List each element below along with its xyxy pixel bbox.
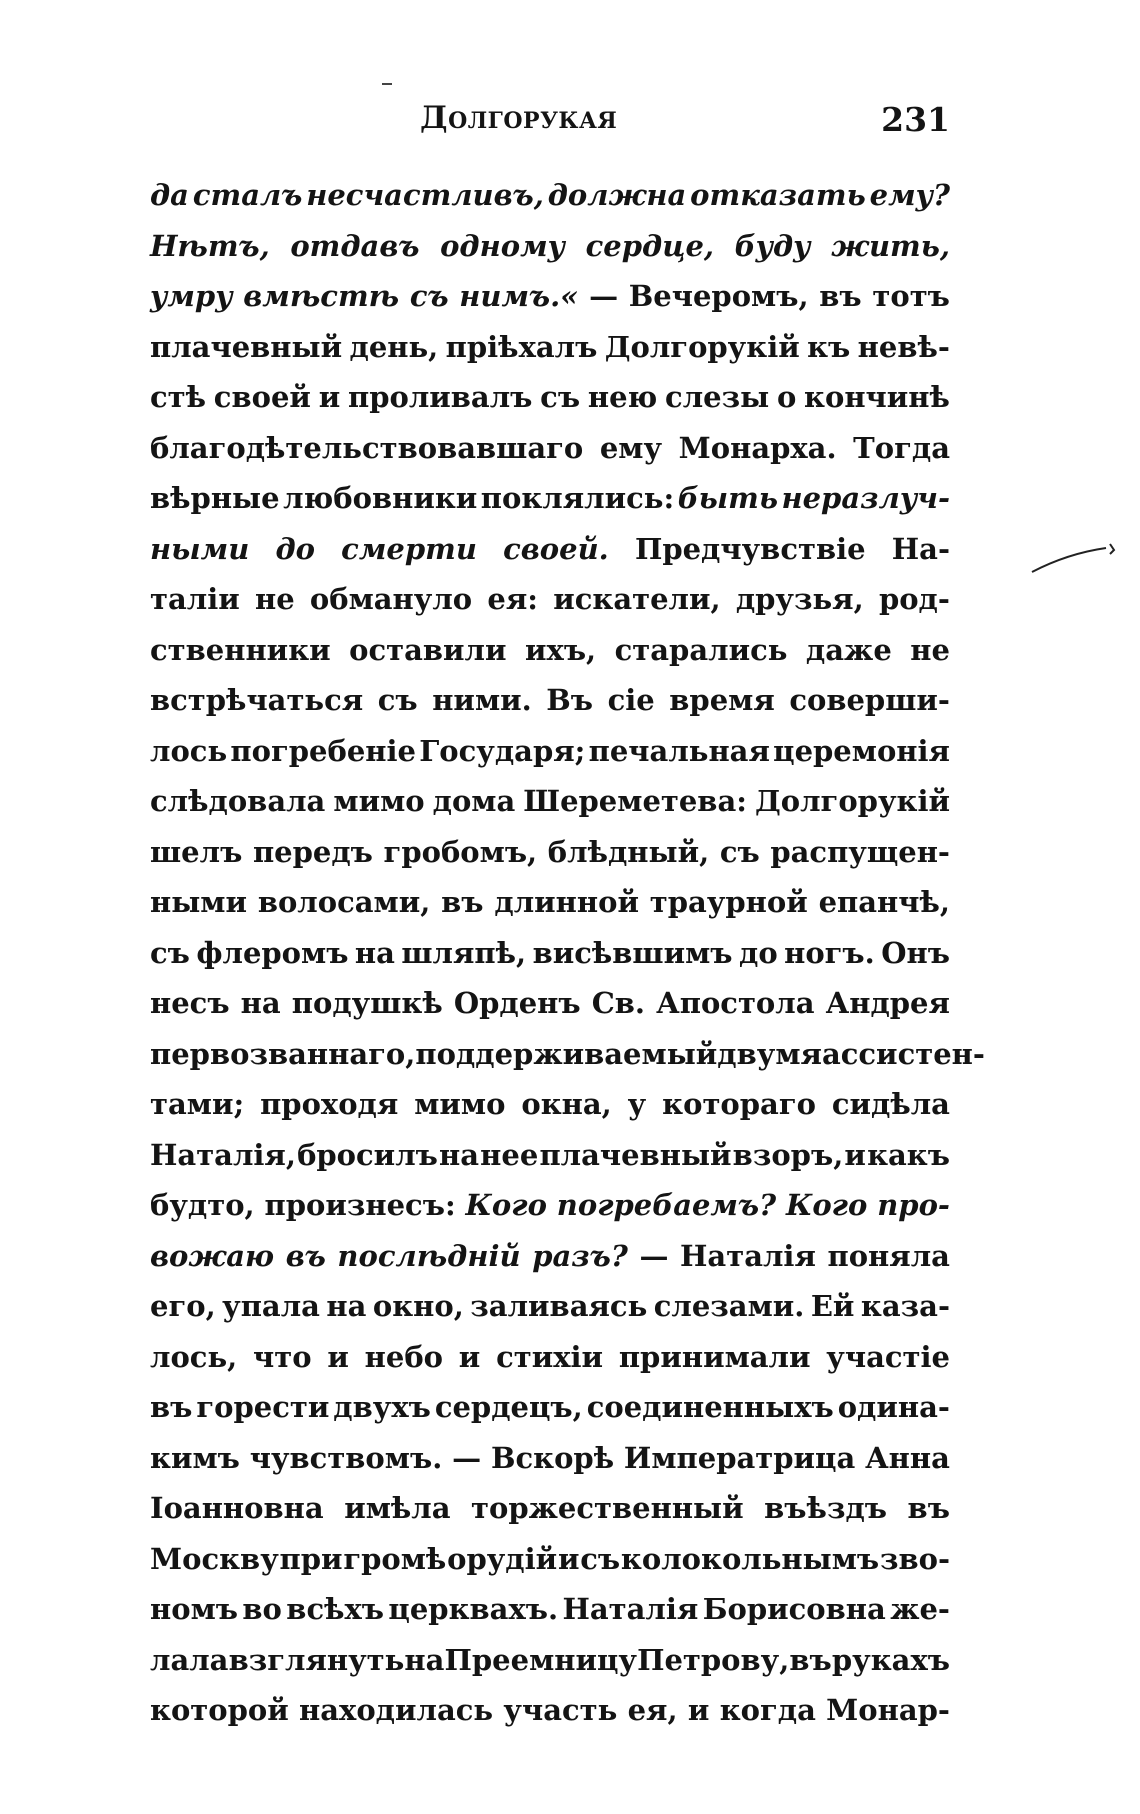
word: лось, bbox=[150, 1339, 238, 1374]
word: сердце, bbox=[585, 228, 715, 263]
word: на bbox=[404, 1642, 445, 1677]
word: о bbox=[776, 380, 797, 414]
word: отказать bbox=[690, 178, 866, 212]
text-line bbox=[150, 978, 950, 1029]
ink-speck bbox=[382, 72, 396, 76]
word: Монарха. bbox=[678, 430, 837, 465]
word: поняла bbox=[827, 1238, 950, 1273]
word: Москву bbox=[150, 1541, 279, 1576]
word: мимо bbox=[333, 784, 425, 818]
word: громѣ bbox=[343, 1541, 447, 1576]
text-line bbox=[150, 1029, 985, 1080]
word: кончинѣ bbox=[804, 380, 950, 414]
word: къ bbox=[807, 329, 851, 364]
word: флеромъ bbox=[196, 935, 349, 970]
word: своей. bbox=[503, 531, 609, 566]
word: Анна bbox=[865, 1440, 950, 1475]
word: на bbox=[439, 1137, 480, 1172]
running-head: Долгорукая bbox=[420, 100, 618, 136]
word: траурной bbox=[649, 885, 808, 919]
word: епанчѣ, bbox=[818, 885, 950, 919]
word: подушкѣ bbox=[291, 986, 443, 1020]
word: въ bbox=[789, 1642, 832, 1677]
word: нимъ.« bbox=[459, 279, 579, 313]
word: Предчувствіе bbox=[634, 531, 866, 566]
page-header bbox=[150, 100, 950, 150]
word: ными bbox=[150, 885, 247, 919]
word: проливалъ bbox=[347, 380, 533, 414]
text-line bbox=[150, 473, 950, 524]
word: ея: bbox=[487, 582, 538, 616]
text-line bbox=[150, 372, 950, 423]
word: ными bbox=[150, 531, 250, 566]
word: и bbox=[318, 380, 341, 414]
word: орудій bbox=[447, 1541, 558, 1576]
word: и bbox=[844, 1137, 866, 1172]
text-line bbox=[150, 1635, 950, 1686]
text-line bbox=[150, 1584, 950, 1635]
word: находилась bbox=[299, 1693, 494, 1727]
text-line bbox=[150, 675, 950, 726]
text-line bbox=[150, 726, 950, 777]
word: про- bbox=[877, 1188, 950, 1222]
word: до bbox=[275, 531, 315, 566]
word: торжественный bbox=[471, 1491, 744, 1525]
word: рукахъ bbox=[831, 1642, 950, 1677]
word: Долгорукій bbox=[754, 784, 950, 818]
word: при bbox=[279, 1541, 343, 1576]
word: соверши- bbox=[789, 683, 950, 717]
word: длинной bbox=[494, 885, 639, 919]
word: проходя bbox=[260, 1087, 399, 1121]
word: ними. bbox=[432, 683, 532, 717]
word: Наталія bbox=[562, 1592, 699, 1626]
word: На- bbox=[891, 531, 950, 566]
word: двумя bbox=[717, 1036, 822, 1071]
word: ихъ, bbox=[525, 632, 597, 667]
word: блѣдный, bbox=[547, 834, 710, 869]
word: умру bbox=[150, 279, 233, 313]
text-line bbox=[150, 877, 950, 928]
word: поклялись: bbox=[480, 481, 675, 515]
word: бросилъ bbox=[297, 1137, 438, 1172]
word: невѣ- bbox=[857, 329, 950, 364]
word: распущен- bbox=[770, 834, 950, 869]
word: плачевный bbox=[539, 1137, 732, 1172]
word: Кого bbox=[785, 1188, 868, 1222]
word: во bbox=[242, 1592, 282, 1626]
word: съ bbox=[540, 380, 581, 414]
word: даже bbox=[805, 632, 892, 667]
word: вѣрные bbox=[150, 481, 280, 515]
word: небо bbox=[364, 1339, 444, 1374]
word: вмѣстѣ bbox=[243, 279, 400, 313]
text-line bbox=[150, 1231, 950, 1282]
body-text bbox=[150, 170, 985, 1736]
word: всѣхъ bbox=[286, 1592, 385, 1626]
pencil-mark-icon bbox=[1030, 538, 1120, 578]
word: одина- bbox=[837, 1390, 950, 1424]
text-line bbox=[150, 574, 950, 625]
word: Апостола bbox=[656, 986, 815, 1020]
word: шелъ bbox=[150, 834, 243, 869]
word: Преемницу bbox=[444, 1642, 637, 1677]
word: Кого bbox=[465, 1188, 547, 1222]
word: — bbox=[452, 1440, 482, 1475]
word: церемонія bbox=[773, 733, 950, 768]
word: искатели, bbox=[553, 582, 721, 616]
word: погребаемъ? bbox=[556, 1188, 777, 1222]
word: не bbox=[254, 582, 295, 616]
word: буду bbox=[734, 228, 811, 263]
word: да bbox=[150, 178, 189, 212]
word: тотъ bbox=[872, 279, 950, 313]
text-line bbox=[150, 1382, 950, 1433]
text-line bbox=[150, 322, 950, 373]
word: благодѣтельствовавшаго bbox=[150, 430, 584, 465]
word: Іоанновна bbox=[150, 1491, 324, 1525]
word: волосами, bbox=[257, 885, 431, 919]
word: слезы bbox=[665, 380, 770, 414]
word: поддерживаемый bbox=[415, 1036, 718, 1071]
word: время bbox=[669, 683, 775, 717]
word: въ bbox=[150, 1390, 193, 1424]
word: на bbox=[354, 935, 395, 970]
word: Андрея bbox=[825, 986, 950, 1020]
word: каза- bbox=[860, 1289, 950, 1323]
word: не bbox=[910, 632, 950, 667]
word: ему bbox=[599, 430, 663, 465]
word: несъ bbox=[150, 986, 230, 1020]
word: Ей bbox=[810, 1289, 855, 1323]
word: упала bbox=[222, 1289, 320, 1323]
word: въѣздъ bbox=[764, 1491, 888, 1525]
word: принимали bbox=[618, 1339, 811, 1374]
word: — bbox=[589, 279, 619, 313]
word: друзья, bbox=[735, 582, 864, 616]
word: съ bbox=[409, 279, 449, 313]
word: Въ bbox=[546, 683, 594, 717]
word: когда bbox=[719, 1693, 816, 1727]
word: Монар- bbox=[826, 1693, 950, 1727]
word: слѣдовала bbox=[150, 784, 326, 818]
word: пріѣхалъ bbox=[445, 329, 598, 364]
word: въ bbox=[285, 1238, 326, 1273]
word: сталъ bbox=[192, 178, 303, 212]
word: окна, bbox=[521, 1087, 612, 1121]
word: до bbox=[738, 935, 778, 970]
word: чувствомъ. bbox=[249, 1440, 443, 1475]
word: ственники bbox=[150, 632, 331, 667]
text-line bbox=[150, 776, 950, 827]
word: Петрову, bbox=[637, 1642, 790, 1677]
word: тами; bbox=[150, 1087, 245, 1121]
word: съ bbox=[150, 935, 190, 970]
word: неразлуч- bbox=[781, 481, 950, 515]
word: участь bbox=[503, 1693, 618, 1727]
word: съ bbox=[719, 834, 760, 869]
word: кимъ bbox=[150, 1440, 240, 1475]
text-line bbox=[150, 221, 950, 272]
text-line bbox=[150, 423, 950, 474]
word: Орденъ bbox=[453, 986, 581, 1020]
word: смерти bbox=[341, 531, 477, 566]
text-line bbox=[150, 524, 950, 575]
word: двухъ bbox=[333, 1390, 431, 1424]
word: котораго bbox=[662, 1087, 816, 1121]
word: въ bbox=[907, 1491, 950, 1525]
word: Императрица bbox=[623, 1440, 856, 1475]
word: лала bbox=[150, 1642, 229, 1677]
word: окно, bbox=[372, 1289, 464, 1323]
word: стѣ bbox=[150, 380, 207, 414]
text-line bbox=[150, 1180, 950, 1231]
word: вожаю bbox=[150, 1238, 275, 1273]
word: сидѣла bbox=[831, 1087, 950, 1121]
word: ассистен- bbox=[821, 1036, 985, 1071]
word: Государя; bbox=[419, 733, 586, 768]
word: сіе bbox=[607, 683, 655, 717]
word: лось bbox=[150, 733, 228, 768]
word: печальная bbox=[588, 733, 770, 768]
word: старались bbox=[614, 632, 788, 667]
word: у bbox=[627, 1087, 647, 1121]
word: зво- bbox=[879, 1541, 950, 1576]
text-line bbox=[150, 1685, 950, 1736]
text-line bbox=[150, 1079, 950, 1130]
word: оставили bbox=[349, 632, 507, 667]
text-line bbox=[150, 928, 950, 979]
word: своей bbox=[213, 380, 311, 414]
word: ея, bbox=[627, 1693, 678, 1727]
word: съ bbox=[377, 683, 418, 717]
word: соединенныхъ bbox=[586, 1390, 834, 1424]
word: участіе bbox=[826, 1339, 950, 1374]
word: послѣдній bbox=[337, 1238, 521, 1273]
word: род- bbox=[878, 582, 950, 616]
word: день, bbox=[349, 329, 439, 364]
text-line bbox=[150, 170, 950, 221]
word: взглянуть bbox=[228, 1642, 405, 1677]
word: должна bbox=[547, 178, 687, 212]
word: будто, bbox=[150, 1188, 255, 1222]
word: ему? bbox=[869, 178, 950, 212]
text-line bbox=[150, 1130, 950, 1181]
word: — bbox=[639, 1238, 669, 1273]
word: Вечеромъ, bbox=[628, 279, 809, 313]
word: и bbox=[327, 1339, 349, 1374]
text-line bbox=[150, 1433, 950, 1484]
word: Нѣтъ, bbox=[150, 228, 270, 263]
text-line bbox=[150, 1534, 950, 1585]
word: одному bbox=[440, 228, 566, 263]
word: и bbox=[557, 1541, 580, 1576]
word: Борисовна bbox=[702, 1592, 886, 1626]
word: передъ bbox=[252, 834, 373, 869]
word: Тогда bbox=[853, 430, 950, 465]
word: стихіи bbox=[496, 1339, 604, 1374]
word: нею bbox=[587, 380, 658, 414]
word: Вскорѣ bbox=[490, 1440, 615, 1475]
text-line bbox=[150, 827, 950, 878]
word: жить, bbox=[831, 228, 950, 263]
word: колокольнымъ bbox=[620, 1541, 880, 1576]
word: ногъ. bbox=[784, 935, 875, 970]
word: съ bbox=[580, 1541, 621, 1576]
text-line bbox=[150, 1483, 950, 1534]
word: висѣвшимъ bbox=[532, 935, 733, 970]
word: что bbox=[253, 1339, 312, 1374]
word: въ bbox=[441, 885, 484, 919]
word: номъ bbox=[150, 1592, 239, 1626]
word: Онъ bbox=[881, 935, 950, 970]
word: нее bbox=[480, 1137, 539, 1172]
word: таліи bbox=[150, 582, 240, 616]
word: обмануло bbox=[309, 582, 473, 616]
text-line bbox=[150, 625, 950, 676]
word: погребеніе bbox=[230, 733, 416, 768]
word: Наталія bbox=[680, 1238, 816, 1273]
word: имѣла bbox=[344, 1491, 451, 1525]
word: гробомъ, bbox=[383, 834, 538, 869]
word: церквахъ. bbox=[388, 1592, 559, 1626]
word: несчастливъ, bbox=[306, 178, 544, 212]
word: и bbox=[687, 1693, 710, 1727]
word: Шереметева: bbox=[523, 784, 747, 818]
word: шляпѣ, bbox=[401, 935, 527, 970]
word: Св. bbox=[591, 986, 646, 1020]
word: Долгорукій bbox=[604, 329, 800, 364]
word: встрѣчаться bbox=[150, 683, 364, 717]
word: его, bbox=[150, 1289, 216, 1323]
text-line bbox=[150, 1281, 950, 1332]
word: Наталія, bbox=[150, 1137, 296, 1172]
word: плачевный bbox=[150, 329, 343, 364]
word: отдавъ bbox=[290, 228, 420, 263]
word: произнесъ: bbox=[264, 1188, 456, 1222]
word: заливаясь bbox=[470, 1289, 648, 1323]
word: какъ bbox=[867, 1137, 950, 1172]
word: быть bbox=[677, 481, 778, 515]
word: на bbox=[326, 1289, 367, 1323]
word: и bbox=[458, 1339, 481, 1374]
word: взоръ, bbox=[732, 1137, 844, 1172]
word: первозваннаго, bbox=[150, 1036, 416, 1071]
word: же- bbox=[890, 1592, 950, 1626]
word: дома bbox=[432, 784, 516, 818]
word: мимо bbox=[414, 1087, 506, 1121]
word: которой bbox=[150, 1693, 289, 1727]
word: любовники bbox=[283, 481, 478, 515]
word: разъ? bbox=[532, 1238, 628, 1273]
text-line bbox=[150, 1332, 950, 1383]
word: сердецъ, bbox=[434, 1390, 583, 1424]
text-line bbox=[150, 271, 950, 322]
word: горести bbox=[196, 1390, 330, 1424]
word: слезами. bbox=[653, 1289, 805, 1323]
word: на bbox=[240, 986, 281, 1020]
word: въ bbox=[819, 279, 862, 313]
page-number: 231 bbox=[881, 100, 950, 139]
